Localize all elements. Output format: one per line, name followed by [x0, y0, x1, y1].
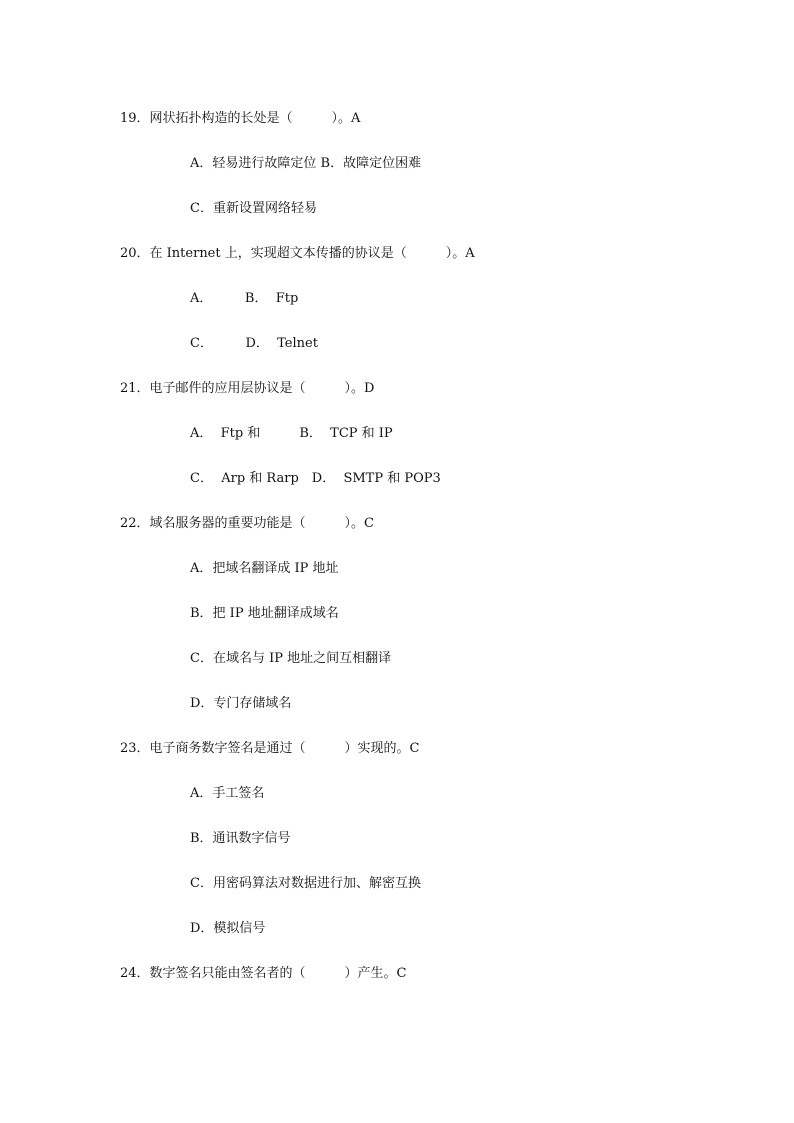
option-line: A． Ftp 和 B． TCP 和 IP [190, 426, 393, 441]
option-line: B．把 IP 地址翻译成域名 [190, 606, 339, 621]
question-21: 21．电子邮件的应用层协议是（ ）。D [120, 381, 375, 396]
option-line: D．模拟信号 [190, 921, 266, 936]
option-line: C． D． Telnet [190, 336, 318, 351]
option-line: A．把域名翻译成 IP 地址 [190, 561, 339, 576]
option-line: A． B． Ftp [190, 291, 299, 306]
option-line: D．专门存储域名 [190, 696, 292, 711]
question-22: 22．域名服务器的重要功能是（ ）。C [120, 516, 374, 531]
question-24: 24．数字签名只能由签名者的（ ）产生。C [120, 966, 407, 981]
option-line: C．用密码算法对数据进行加、解密互换 [190, 876, 421, 891]
option-line: C．重新设置网络轻易 [190, 201, 317, 216]
option-line: C． Arp 和 Rarp D． SMTP 和 POP3 [190, 471, 441, 486]
option-line: A．手工签名 [190, 786, 265, 801]
question-19: 19．网状拓扑构造的长处是（ ）。A [120, 111, 361, 126]
option-line: B．通讯数字信号 [190, 831, 291, 846]
option-line: C．在域名与 IP 地址之间互相翻译 [190, 651, 392, 666]
option-line: A．轻易进行故障定位 B．故障定位困难 [190, 156, 422, 171]
question-20: 20．在 Internet 上，实现超文本传播的协议是（ ）。A [120, 246, 475, 261]
question-23: 23．电子商务数字签名是通过（ ）实现的。C [120, 741, 420, 756]
